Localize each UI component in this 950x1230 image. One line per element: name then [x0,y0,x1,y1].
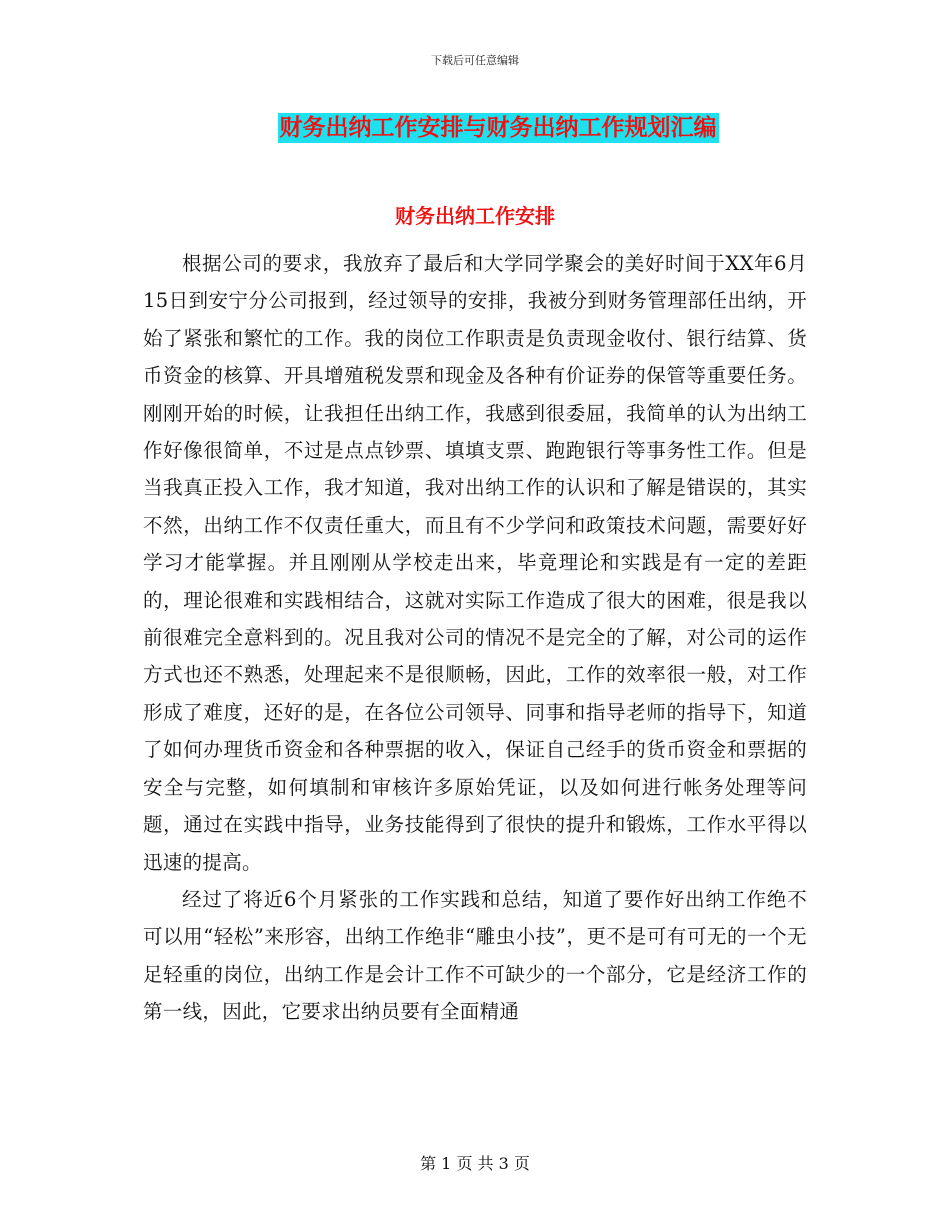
page-number-footer: 第 1 页 共 3 页 [420,1154,530,1173]
body-paragraph: 经过了将近6个月紧张的工作实践和总结，知道了要作好出纳工作绝不可以用“轻松”来形容，出纳工作绝非“雕虫小技”，更不是可有可无的一个无足轻重的岗位，出纳工作是会计工作不可缺少的一个部分，它是经济工作的第一线，因此，它要求出纳员要有全面精通 [143,887,807,1024]
document-title-container [0,113,950,143]
section-title: 财务出纳工作安排 [395,204,555,228]
header-note: 下载后可任意编辑 [431,54,519,67]
body-paragraph: 根据公司的要求，我放弃了最后和大学同学聚会的美好时间于XX年6月15日到安宁分公司报到，经过领导的安排，我被分到财务管理部任出纳，开始了紧张和繁忙的工作。我的岗位工作职责是负责现金收付、银行结算、货币资金的核算、开具增殖税发票和现金及各种有价证券的保管等重要任务。刚刚开始的时候，让我担任出纳工作，我感到很委屈，我简单的认为出纳工作好像很简单，不过是点点钞票、填填支票、跑跑银行等事务性工作。但是当我真正投入工作，我才知道，我对出纳工作的认识和了解是错误的，其实不然，出纳工作不仅责任重大，而且有不少学问和政策技术问题，需要好好学习才能掌握。并且刚刚从学校走出来，毕竟理论和实践是有一定的差距的，理论很难和实践相结合，这就对实际工作造成了很大的困难，很是我以前很难完全意料到的。况且我对公司的情况不是完全的了解，对公司的运作方式也还不熟悉，处理起来不是很顺畅，因此，工作的效率很一般，对工作形成了难度，还好的是，在各位公司领导、同事和指导老师的指导下，知道了如何办理货币资金和各种票据的收入，保证自己经手的货币资金和票据的安全与完整，如何填制和审核许多原始凭证，以及如何进行帐务处理等问题，通过在实践中指导，业务技能得到了很快的提升和锻炼，工作水平得以迅速的提高。 [143,252,807,874]
document-title: 财务出纳工作安排与财务出纳工作规划汇编 [279,115,717,141]
document-body [143,245,807,1031]
